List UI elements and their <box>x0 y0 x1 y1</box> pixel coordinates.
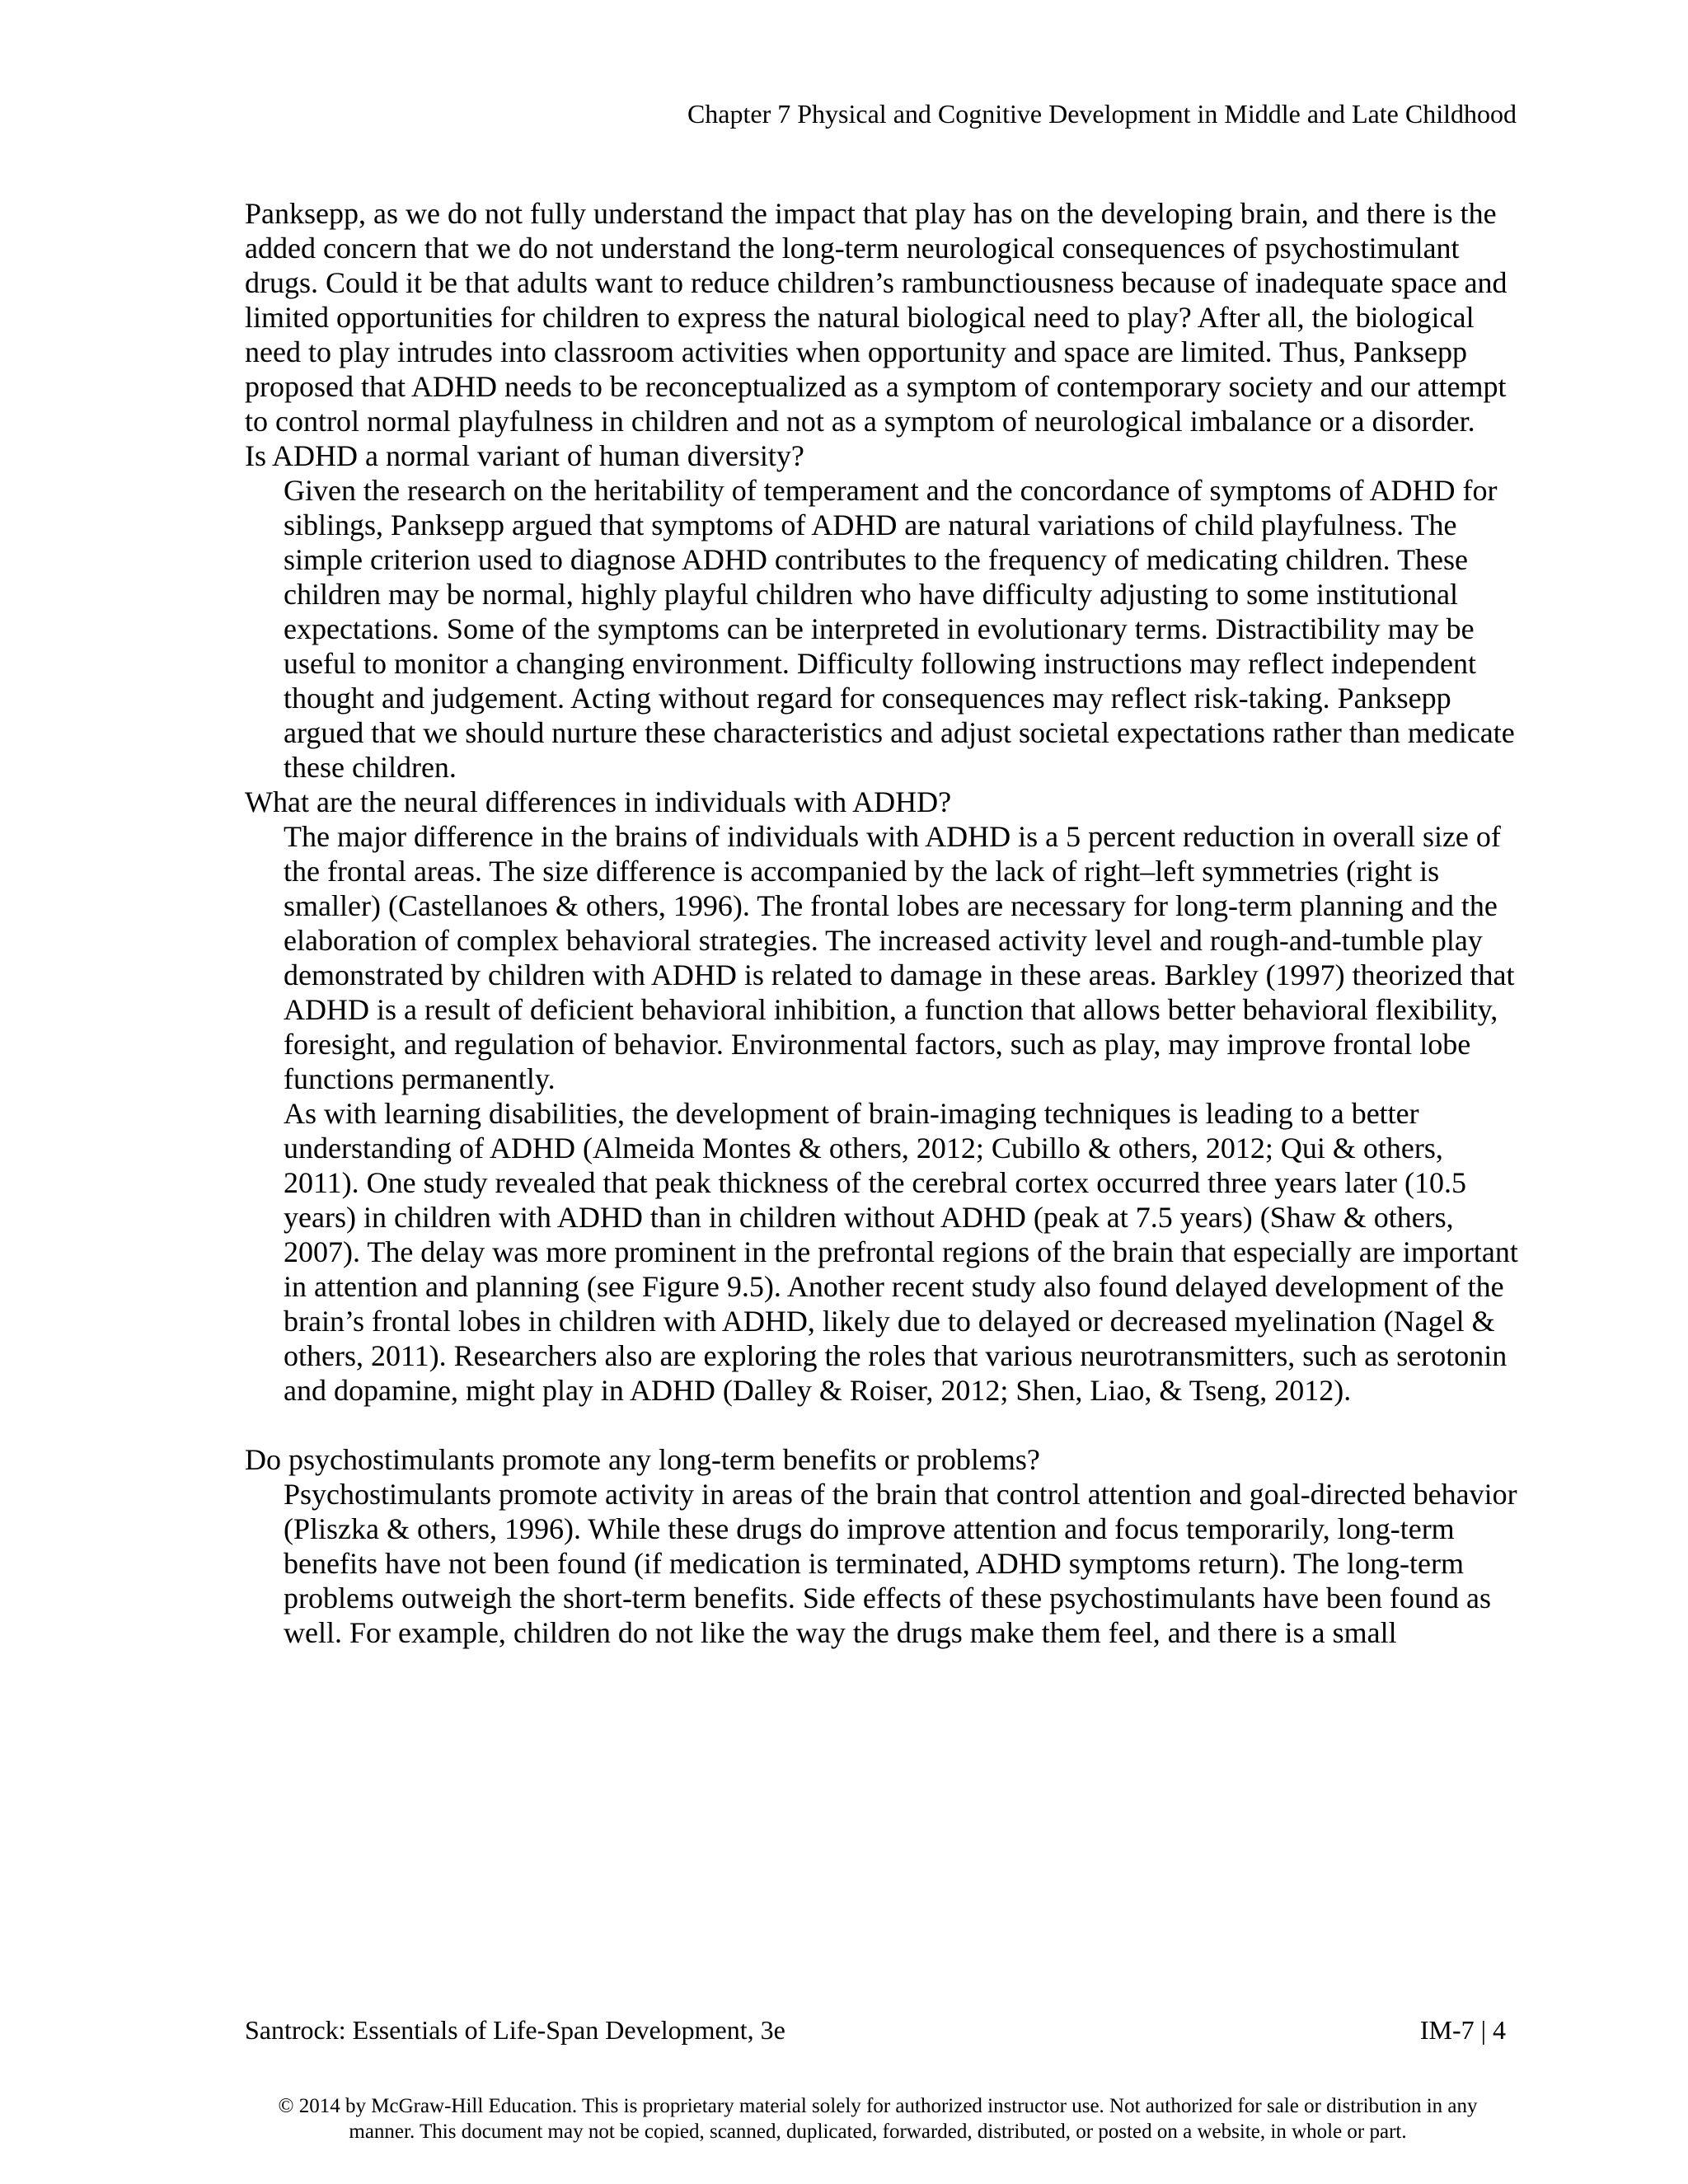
page-footer <box>245 2013 1506 2046</box>
answer-paragraph: As with learning disabilities, the development of brain-imaging techniques is leading to a better understanding of ADHD (Almeida Montes & others, 2012; Cubillo & others, 2012; Qui & others, 2011). One study revealed that peak thickness of the cerebral cortex occurred three years later (10.5 years) in children with ADHD than in children without ADHD (peak at 7.5 years) (Shaw & others, 2007). The delay was more prominent in the prefrontal regions of the brain that especially are important in attention and planning (see Figure 9.5). Another recent study also found delayed development of the brain’s frontal lobes in children with ADHD, likely due to delayed or decreased myelination (Nagel & others, 2011). Researchers also are exploring the roles that various neurotransmitters, such as serotonin and dopamine, might play in ADHD (Dalley & Roiser, 2012; Shen, Liao, & Tseng, 2012). <box>284 1097 1518 1407</box>
question-heading: Is ADHD a normal variant of human diversity? <box>245 439 804 472</box>
answer-paragraph: The major difference in the brains of individuals with ADHD is a 5 percent reduction in overall size of the frontal areas. The size difference is accompanied by the lack of right–left symmetries (right is smaller) (Castellanoes & others, 1996). The frontal lobes are necessary for long-term planning and the elaboration of complex behavioral strategies. The increased activity level and rough-and-tumble play demonstrated by children with ADHD is related to damage in these areas. Barkley (1997) theorized that ADHD is a result of deficient behavioral inhibition, a function that allows better behavioral flexibility, foresight, and regulation of behavior. Environmental factors, such as play, may improve frontal lobe functions permanently. <box>284 820 1515 1095</box>
section-spacer <box>245 1408 1519 1442</box>
copyright-line: © 2014 by McGraw-Hill Education. This is proprietary material solely for authorized instructor use. Not authorized for sale or distribution in any <box>278 2095 1478 2117</box>
question-heading: Do psychostimulants promote any long-term benefits or problems? <box>245 1443 1040 1476</box>
copyright-notice <box>231 2093 1525 2144</box>
running-header: Chapter 7 Physical and Cognitive Development in Middle and Late Childhood <box>687 99 1517 129</box>
question-heading: What are the neural differences in individuals with ADHD? <box>245 785 952 818</box>
body-text <box>245 196 1519 1650</box>
footer-book-title: Santrock: Essentials of Life-Span Development, 3e <box>245 2015 785 2045</box>
footer-page-number: IM-7 | 4 <box>1419 2015 1506 2045</box>
answer-paragraph: Psychostimulants promote activity in areas of the brain that control attention and goal-directed behavior (Pliszka & others, 1996). While these drugs do improve attention and focus temporarily, long-term benefits have not been found (if medication is terminated, ADHD symptoms return). The long-term problems outweigh the short-term benefits. Side effects of these psychostimulants have been found as well. For example, children do not like the way the drugs make them feel, and there is a small <box>284 1478 1517 1649</box>
answer-paragraph: Given the research on the heritability of temperament and the concordance of symptoms of ADHD for siblings, Panksepp argued that symptoms of ADHD are natural variations of child playfulness. The simple criterion used to diagnose ADHD contributes to the frequency of medicating children. These children may be normal, highly playful children who have difficulty adjusting to some institutional expectations. Some of the symptoms can be interpreted in evolutionary terms. Distractibility may be useful to monitor a changing environment. Difficulty following instructions may reflect independent thought and judgement. Acting without regard for consequences may reflect risk-taking. Panksepp argued that we should nurture these characteristics and adjust societal expectations rather than medicate these children. <box>284 474 1515 784</box>
copyright-line: manner. This document may not be copied, scanned, duplicated, forwarded, distributed, or posted on a website, in whole or part. <box>349 2121 1407 2143</box>
intro-paragraph: Panksepp, as we do not fully understand the impact that play has on the developing brain, and there is the added concern that we do not understand the long-term neurological consequences of psychostimulant drugs. Could it be that adults want to reduce children’s rambunctiousness because of inadequate space and limited opportunities for children to express the natural biological need to play? After all, the biological need to play intrudes into classroom activities when opportunity and space are limited. Thus, Panksepp proposed that ADHD needs to be reconceptualized as a symptom of contemporary society and our attempt to control normal playfulness in children and not as a symptom of neurological imbalance or a disorder. <box>245 197 1507 438</box>
